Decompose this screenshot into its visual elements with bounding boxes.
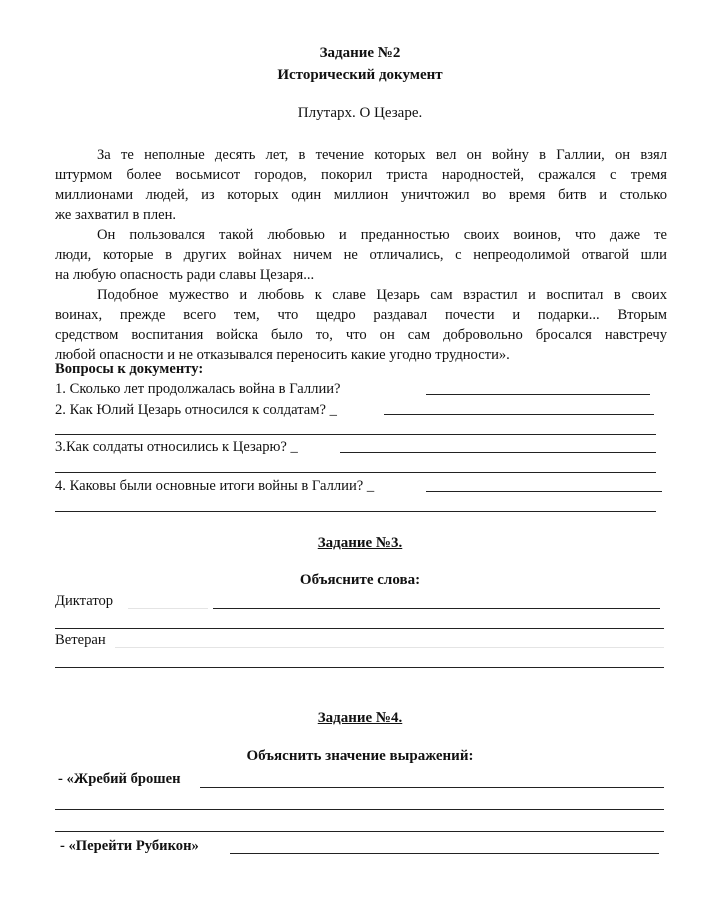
text-line: миллионами людей, из которых один миллион уничтожил во время битв и столько xyxy=(55,187,667,203)
text-line: на любую опасность ради славы Цезаря... xyxy=(55,267,315,283)
faint-rule xyxy=(128,608,208,609)
question-3: 3.Как солдаты относились к Цезарю? _ xyxy=(55,439,298,455)
text-line: штурмом более восьмисот городов, покорил триста народностей, сражался с тремя xyxy=(55,167,667,183)
answer-line-dictator[interactable] xyxy=(213,608,660,609)
answer-line-dictator-b[interactable] xyxy=(55,628,664,629)
text-line: же захватил в плен. xyxy=(55,207,177,223)
answer-line-expr-1c[interactable] xyxy=(55,831,664,832)
expression-1: - «Жребий брошен xyxy=(58,771,181,787)
task2-subheading: Исторический документ xyxy=(277,67,443,83)
word-dictator: Диктатор xyxy=(55,593,114,609)
text-line: любой опасности и не отказывался переносить какие угодно трудности». xyxy=(55,347,510,363)
task3-instruction: Объясните слова: xyxy=(299,572,421,588)
answer-line-1[interactable] xyxy=(426,394,650,395)
text-line: Подобное мужество и любовь к славе Цезарь сам взрастил и воспитал в своих xyxy=(97,287,667,303)
answer-line-expr-1b[interactable] xyxy=(55,809,664,810)
task2-heading: Задание №2 xyxy=(319,45,401,61)
word-veteran: Ветеран xyxy=(55,632,106,648)
faint-rule xyxy=(115,647,664,648)
question-2: 2. Как Юлий Цезарь относился к солдатам? _ xyxy=(55,402,337,418)
answer-line-3b[interactable] xyxy=(55,472,656,473)
answer-line-2b[interactable] xyxy=(55,434,656,435)
document-text xyxy=(55,145,667,365)
task3-heading: Задание №3. xyxy=(317,535,403,551)
text-line: средством воспитания войска было то, что он сам добровольно бросался навстречу xyxy=(55,327,667,343)
answer-line-veteran[interactable] xyxy=(55,667,664,668)
text-line: Он пользовался такой любовью и преданностью своих воинов, что даже те xyxy=(97,227,667,243)
question-1: 1. Сколько лет продолжалась война в Галлии? xyxy=(55,381,341,397)
task4-instruction: Объяснить значение выражений: xyxy=(246,748,474,764)
task4-heading: Задание №4. xyxy=(317,710,403,726)
answer-line-expr-1[interactable] xyxy=(200,787,664,788)
answer-line-3[interactable] xyxy=(340,452,656,453)
answer-line-expr-2[interactable] xyxy=(230,853,659,854)
questions-title: Вопросы к документу: xyxy=(55,361,204,377)
answer-line-4b[interactable] xyxy=(55,511,656,512)
expression-2: - «Перейти Рубикон» xyxy=(60,838,199,854)
text-line: За те неполные десять лет, в течение которых вел он войну в Галлии, он взял xyxy=(97,147,667,163)
text-line: воинах, прежде всего тем, что щедро раздавал почести и подарки... Вторым xyxy=(55,307,667,323)
text-line: люди, которые в других войнах ничем не отличались, с непреодолимой отвагой шли xyxy=(55,247,667,263)
answer-line-4[interactable] xyxy=(426,491,662,492)
answer-line-2[interactable] xyxy=(384,414,654,415)
document-source: Плутарх. О Цезаре. xyxy=(297,105,423,121)
question-4: 4. Каковы были основные итоги войны в Галлии? _ xyxy=(55,478,375,494)
